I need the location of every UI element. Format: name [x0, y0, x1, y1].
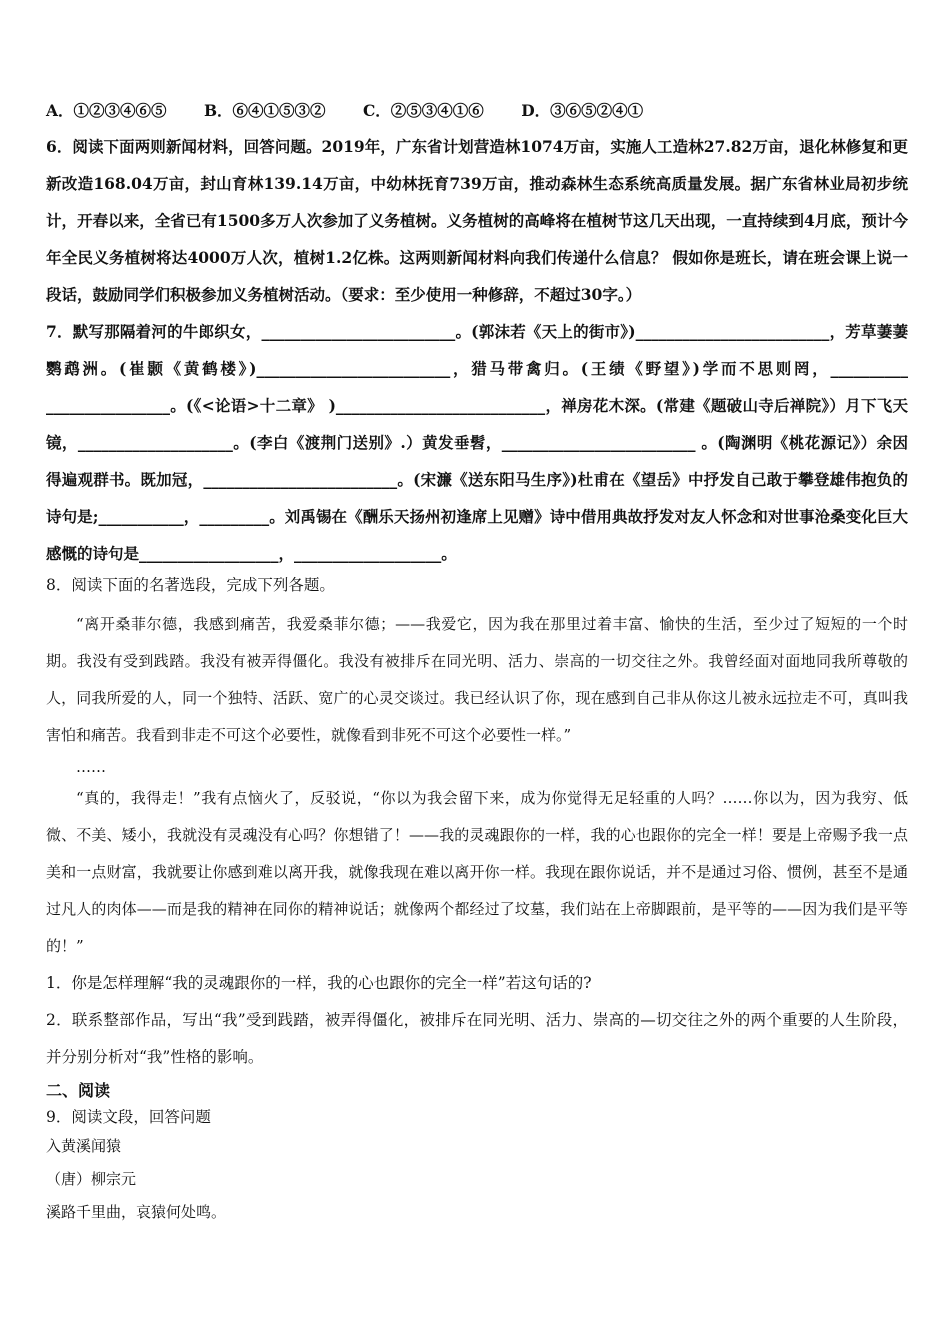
question-6: 6．阅读下面两则新闻材料，回答问题。2019年，广东省计划营造林1074万亩，实施人工造林27.82万亩，退化林修复和更新改造168.04万亩，封山育林139.14万亩，中幼林抚育739万亩，推动森林生态系统高质量发展。据广东省林业局初步统计，开春以来，全省已有1500多万人次参加了义务植树。义务植树的高峰将在植树节这几天出现，一直持续到4月底，预计今年全民义务植树将达4000万人次，植树1.2亿株。这两则新闻材料向我们传递什么信息？ 假如你是班长，请在班会课上说一段话，鼓励同学们积极参加义务植树活动。（要求：至少使用一种修辞，不超过30字。） — [46, 137, 908, 304]
poem-author: （唐）柳宗元 — [46, 1170, 137, 1188]
option-b: B．⑥④①⑤③② — [203, 101, 326, 120]
option-a: A．①②③④⑥⑤ — [46, 101, 167, 120]
exam-page — [46, 98, 908, 1229]
poem-line-1: 溪路千里曲，哀猿何处鸣。 — [46, 1203, 227, 1221]
question-9-intro: 9．阅读文段，回答问题 — [46, 1108, 211, 1126]
q5-options — [46, 98, 908, 124]
question-8-sub-2: 2．联系整部作品，写出“我”受到践踏，被弄得僵化，被排斥在同光明、活力、崇高的—切交往之外的两个重要的人生阶段，并分别分析对“我”性格的影响。 — [46, 1011, 908, 1066]
option-d: D．③⑥⑤②④① — [521, 101, 644, 120]
poem-title: 入黄溪闻猿 — [46, 1137, 122, 1155]
question-8-sub-1: 1．你是怎样理解“我的灵魂跟你的一样，我的心也跟你的完全一样”若这句话的? — [46, 974, 592, 992]
question-7: 7．默写那隔着河的牛郎织女，_________________________。(郭沫若《天上的街市》)_________________________，芳草萋萋鹦鹉洲。(崔颢《黄鹤楼》)_________________________，猎马带禽归。(王绩《野望》)学而不思则罔，__________ ________________。(《<论语>十二章》 )___________________________，禅房花木深。(常建《题破山寺后禅院》）月下飞天镜，____________________。(李白《渡荆门送别》.）黄发垂髫，_________________________ 。(陶渊明《桃花源记》）余因得遍观群书。既加冠，_________________________。(宋濂《送东阳马生序》)杜甫在《望岳》中抒发自己敢于攀登雄伟抱负的诗句是;___________，_________。刘禹锡在《酬乐天扬州初逢席上见赠》诗中借用典故抒发对友人怀念和对世事沧桑变化巨大感慨的诗句是__________________，___________________。 — [46, 322, 908, 563]
option-c: C．②⑤③④①⑥ — [362, 101, 484, 120]
passage-paragraph-1: “离开桑菲尔德，我感到痛苦，我爱桑菲尔德；——我爱它，因为我在那里过着丰富、愉快的生活，至少过了短短的一个时期。我没有受到践踏。我没有被弄得僵化。我没有被排斥在同光明、活力、崇高的一切交往之外。我曾经面对面地同我所尊敬的人，同我所爱的人，同一个独特、活跃、宽广的心灵交谈过。我已经认识了你，现在感到自己非从你这儿被永远拉走不可，真叫我害怕和痛苦。我看到非走不可这个必要性，就像看到非死不可这个必要性一样。” — [46, 615, 908, 744]
passage-ellipsis: …… — [76, 758, 106, 776]
section-heading: 二、阅读 — [46, 1081, 111, 1100]
passage-paragraph-2: “真的，我得走！”我有点恼火了，反驳说，“你以为我会留下来，成为你觉得无足轻重的人吗？……你以为，因为我穷、低微、不美、矮小，我就没有灵魂没有心吗？你想错了！——我的灵魂跟你的一样，我的心也跟你的完全一样！要是上帝赐予我一点美和一点财富，我就要让你感到难以离开我，就像我现在难以离开你一样。我现在跟你说话，并不是通过习俗、惯例，甚至不是通过凡人的肉体——而是我的精神在同你的精神说话；就像两个都经过了坟墓，我们站在上帝脚跟前，是平等的——因为我们是平等的！” — [46, 789, 908, 955]
question-8-intro: 8．阅读下面的名著选段，完成下列各题。 — [46, 576, 335, 594]
